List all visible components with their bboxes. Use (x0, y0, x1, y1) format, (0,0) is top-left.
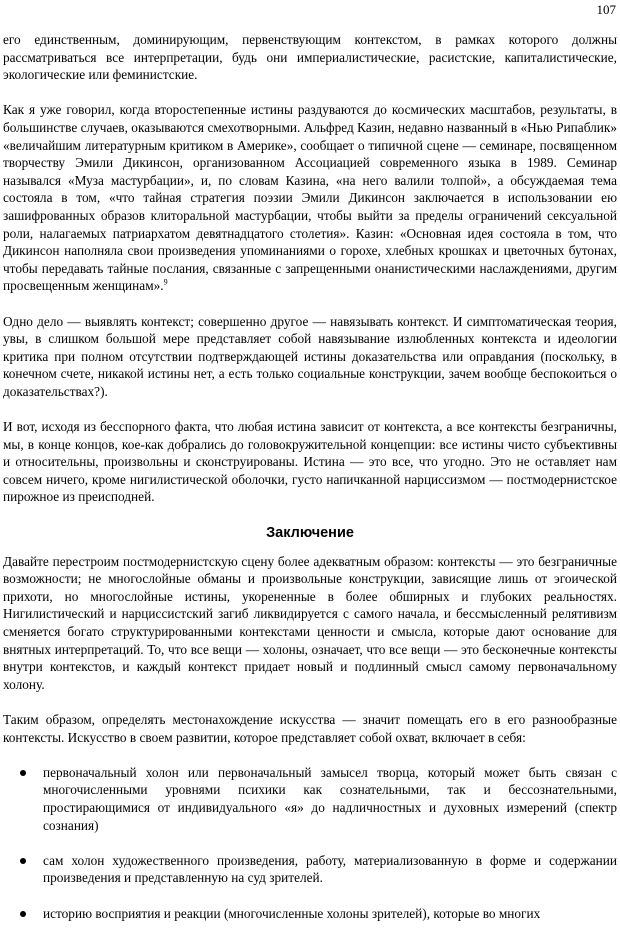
paragraph-4: И вот, исходя из бесспорного факта, что любая истина зависит от контекста, а все контексты безграничны, мы, в конце концов, кое-как добрались до головокружительной концепции: все истины чисто субъективны и относительны, произвольны и сконструированы. Истина — это все, что угодно. Это не оставляет нам совсем ничего, кроме нигилистической оболочки, густо напичканной нарциссизмом — постмодернистское пирожное из преисподней. (3, 419, 617, 505)
list-item-text: первоначальный холон или первоначальный замысел творца, который может быть связан с многочисленными уровнями психики как сознательными, так и бессознательными, простирающимися от индивидуального «я» до надличностных и духовных измерений (спектр сознания) (43, 764, 617, 833)
list-item-text: историю восприятия и реакции (многочисленные холоны зрителей), которые во многих (43, 905, 541, 921)
paragraph-2 (3, 101, 617, 295)
footnote-reference[interactable]: 9 (163, 277, 168, 287)
bullet-icon (20, 770, 26, 776)
bullet-icon (20, 858, 26, 864)
list-item (3, 852, 617, 887)
list-item-text: сам холон художественного произведения, работу, материализованную в форме и содержании произведения и представленную на суд зрителей. (43, 852, 617, 886)
section-paragraph-2: Таким образом, определять местонахождение искусства — значит помещать его в его разнообразные контексты. Искусство в своем развитии, которое представляет собой охват, включает в себя: (3, 711, 617, 745)
bullet-list (3, 764, 617, 922)
document-body (3, 31, 617, 940)
section-heading: Заключение (266, 524, 354, 541)
bullet-icon (20, 911, 26, 917)
list-item (3, 764, 617, 834)
paragraph-2-text: Как я уже говорил, когда второстепенные истины раздуваются до космических масштабов, результаты, в большинстве случаев, оказываются смехотворными. Альфред Казин, недавно названный в «Нью Рипаблик» «величайшим литературным критиком в Америке», сообщает о типичной сцене — семинаре, посвященном творчеству Эмили Дикинсон, организованном Ассоциацией современного языка в 1989. Семинар назывался «Муза мастурбации», и, по словам Казина, «на него валили толпой», а обсуждаемая тема состояла в том, «что тайная стратегия поэзии Эмили Дикинсон заключается в использовании ею зашифрованных образов клиторальной мастурбации, чтобы выйти за пределы ограничений сексуальной роли, налагаемых патриархатом девятнадцатого столетия». Казин: «Основная идея состояла в том, что Дикинсон наполняла свои произведения упоминаниями о горохе, хлебных крошках и цветочных бутонах, чтобы передавать тайные послания, связанные с запрещенными онанистическими наслаждениями, другим просвещенным женщинам». (3, 102, 617, 294)
section-paragraph-1: Давайте перестроим постмодернистскую сцену более адекватным образом: контексты — это безграничные возможности; не многослойные обманы и произвольные конструкции, зависящие лишь от эгоической прихоти, но многослойные истины, укорененные в более обширных и глубоких реальностях. Нигилистический и нарциссистский загиб ликвидируется с самого начала, и бессмысленный релятивизм сменяется богато структурированными контекстами ценности и смысла, которые дают основание для внятных интерпретаций. То, что все вещи — холоны, означает, что все вещи — это бесконечные контексты внутри контекстов, и каждый контекст придает новый и подлинный смысл самому первоначальному холону. (3, 553, 617, 692)
paragraph-1: его единственным, доминирующим, первенствующим контекстом, в рамках которого должны рассматриваться все интерпретации, будь они империалистические, расистские, капиталистические, экологические или феминистские. (3, 32, 617, 83)
list-item (3, 905, 617, 923)
paragraph-3: Одно дело — выявлять контекст; совершенно другое — навязывать контекст. И симптоматическая теория, увы, в слишком большой мере представляет собой навязывание излюбленных контекста и идеологии критика при полном отсутствии подтверждающей истины доказательства или оправдания (поскольку, в конечном счете, никакой истины нет, а есть только социальные конструкции, зачем вообще беспокоиться о доказательствах?). (3, 313, 617, 399)
page-number: 107 (596, 2, 616, 17)
